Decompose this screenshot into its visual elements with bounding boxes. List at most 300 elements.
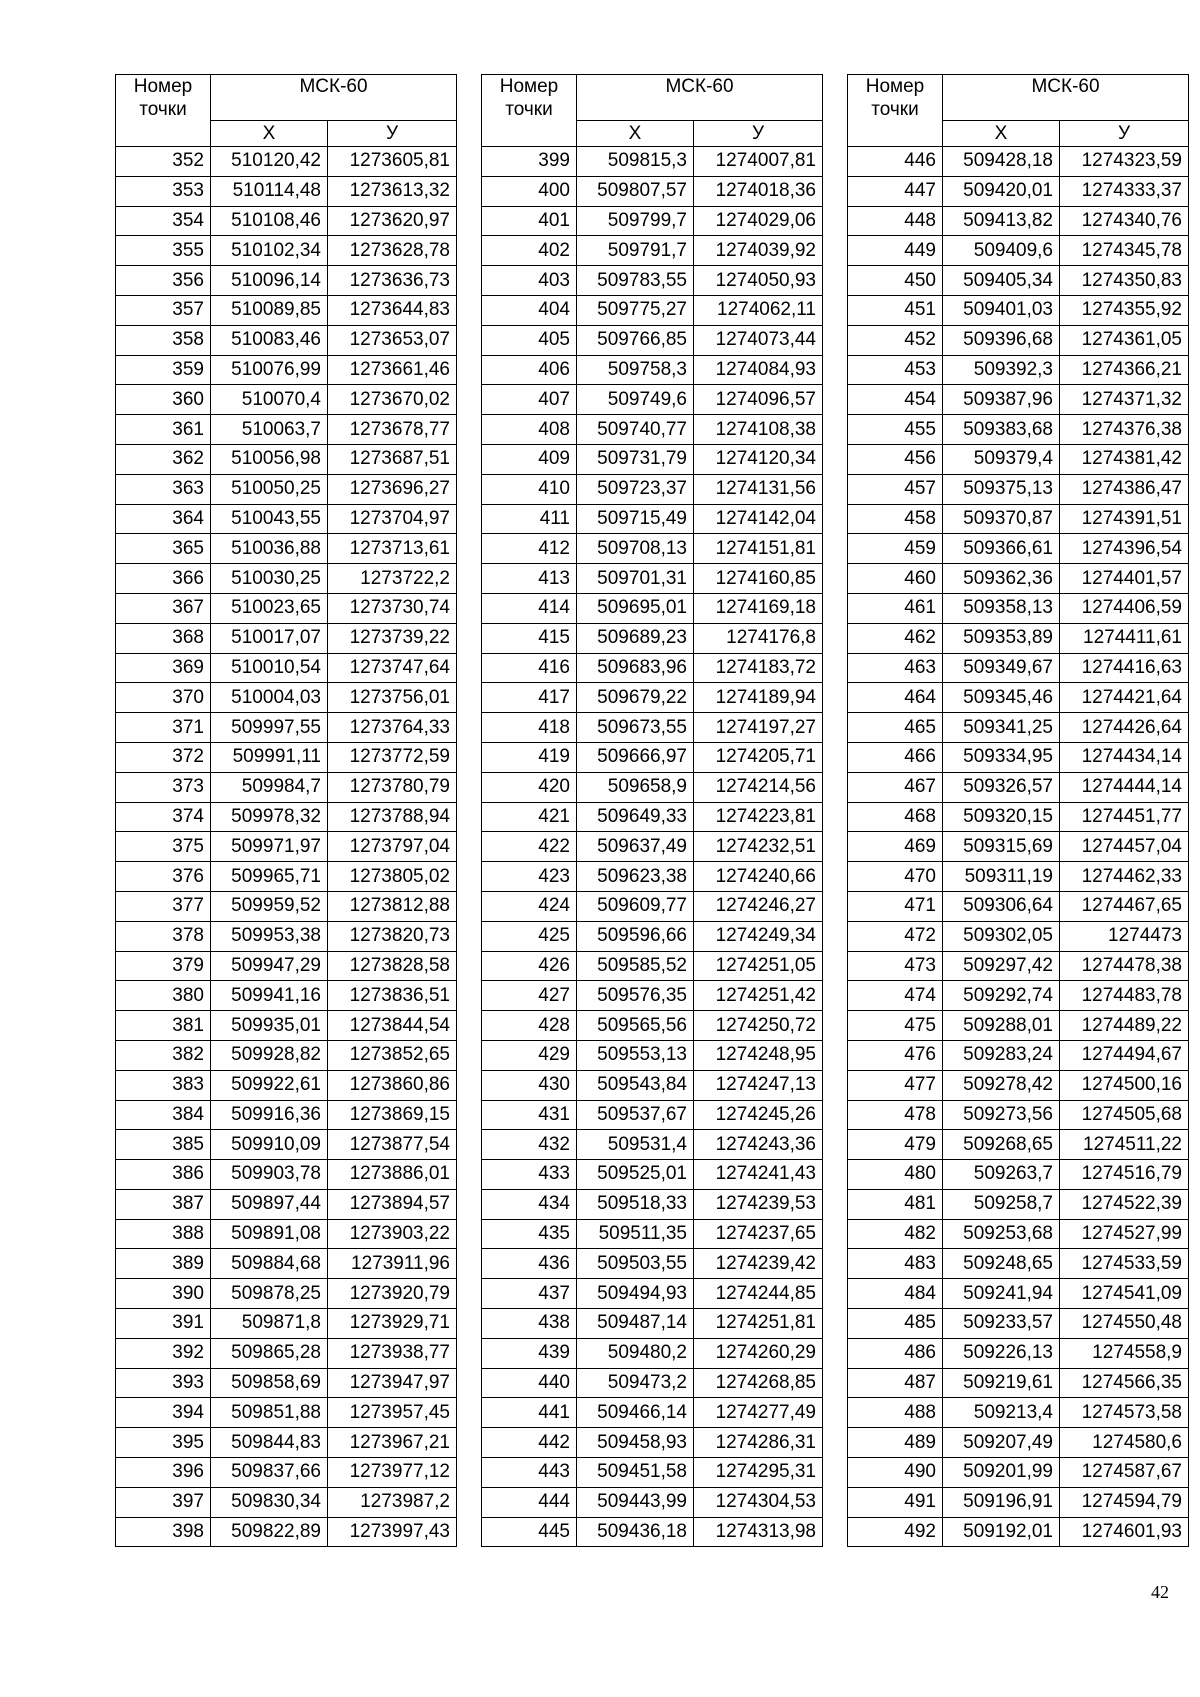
table-row [848, 772, 1189, 802]
x-coordinate-cell: 509649,33 [577, 802, 694, 832]
x-coordinate-cell: 509219,61 [943, 1368, 1060, 1398]
x-coordinate-cell: 509405,34 [943, 266, 1060, 296]
y-coordinate-cell: 1273696,27 [328, 474, 457, 504]
x-coordinate-cell: 509409,6 [943, 236, 1060, 266]
point-number-cell: 375 [116, 832, 211, 862]
x-coordinate-cell: 509320,15 [943, 802, 1060, 832]
y-coordinate-cell: 1274580,6 [1060, 1428, 1189, 1458]
y-coordinate-cell: 1274286,31 [694, 1428, 823, 1458]
point-number-cell: 357 [116, 295, 211, 325]
y-coordinate-cell: 1273938,77 [328, 1338, 457, 1368]
x-coordinate-cell: 509428,18 [943, 147, 1060, 177]
x-coordinate-cell: 510114,48 [211, 176, 328, 206]
point-number-cell: 417 [482, 683, 577, 713]
table-row [848, 981, 1189, 1011]
x-coordinate-cell: 509815,3 [577, 147, 694, 177]
point-number-cell: 391 [116, 1309, 211, 1339]
x-coordinate-cell: 509487,14 [577, 1309, 694, 1339]
table-row [848, 1517, 1189, 1547]
point-number-cell: 406 [482, 355, 577, 385]
x-column-header: Х [943, 121, 1060, 147]
table-row [482, 683, 823, 713]
x-coordinate-cell: 509503,55 [577, 1249, 694, 1279]
x-coordinate-cell: 510120,42 [211, 147, 328, 177]
x-coordinate-cell: 510063,7 [211, 415, 328, 445]
point-number-cell: 356 [116, 266, 211, 296]
y-coordinate-cell: 1274260,29 [694, 1338, 823, 1368]
table-row [116, 683, 457, 713]
y-coordinate-cell: 1274223,81 [694, 802, 823, 832]
y-coordinate-cell: 1274240,66 [694, 862, 823, 892]
point-number-cell: 373 [116, 772, 211, 802]
y-coordinate-cell: 1274062,11 [694, 295, 823, 325]
table-row [116, 921, 457, 951]
y-coordinate-cell: 1273730,74 [328, 593, 457, 623]
x-coordinate-cell: 509292,74 [943, 981, 1060, 1011]
x-coordinate-cell: 509537,67 [577, 1100, 694, 1130]
table-row [482, 1338, 823, 1368]
table-row [482, 1219, 823, 1249]
table-row [848, 1458, 1189, 1488]
y-coordinate-cell: 1274241,43 [694, 1160, 823, 1190]
y-coordinate-cell: 1273997,43 [328, 1517, 457, 1547]
y-coordinate-cell: 1273894,57 [328, 1189, 457, 1219]
table-row [848, 236, 1189, 266]
point-number-cell: 462 [848, 623, 943, 653]
y-coordinate-cell: 1274084,93 [694, 355, 823, 385]
x-coordinate-cell: 509311,19 [943, 862, 1060, 892]
point-number-cell: 405 [482, 325, 577, 355]
y-coordinate-cell: 1274462,33 [1060, 862, 1189, 892]
x-coordinate-cell: 510017,07 [211, 623, 328, 653]
point-number-cell: 475 [848, 1011, 943, 1041]
table-row [482, 891, 823, 921]
x-coordinate-cell: 509518,33 [577, 1189, 694, 1219]
table-row [116, 891, 457, 921]
table-row [116, 1249, 457, 1279]
table-row [116, 742, 457, 772]
table-row [848, 891, 1189, 921]
x-coordinate-cell: 509253,68 [943, 1219, 1060, 1249]
table-row [116, 1040, 457, 1070]
point-number-cell: 437 [482, 1279, 577, 1309]
table-row [116, 1189, 457, 1219]
x-coordinate-cell: 509941,16 [211, 981, 328, 1011]
y-coordinate-cell: 1274007,81 [694, 147, 823, 177]
point-number-cell: 402 [482, 236, 577, 266]
y-coordinate-cell: 1273670,02 [328, 385, 457, 415]
point-number-cell: 386 [116, 1160, 211, 1190]
y-coordinate-cell: 1273987,2 [328, 1487, 457, 1517]
y-coordinate-cell: 1274237,65 [694, 1219, 823, 1249]
x-coordinate-cell: 509288,01 [943, 1011, 1060, 1041]
table-row [848, 1160, 1189, 1190]
x-coordinate-cell: 510030,25 [211, 564, 328, 594]
y-coordinate-cell: 1273805,02 [328, 862, 457, 892]
point-number-cell: 489 [848, 1428, 943, 1458]
x-coordinate-cell: 509263,7 [943, 1160, 1060, 1190]
table-row [848, 1130, 1189, 1160]
table-row [116, 1368, 457, 1398]
y-coordinate-cell: 1274444,14 [1060, 772, 1189, 802]
x-coordinate-cell: 509278,42 [943, 1070, 1060, 1100]
x-coordinate-cell: 509658,9 [577, 772, 694, 802]
x-coordinate-cell: 509865,28 [211, 1338, 328, 1368]
point-number-cell: 420 [482, 772, 577, 802]
y-coordinate-cell: 1274183,72 [694, 653, 823, 683]
point-number-header: Номер точки [482, 75, 577, 147]
x-coordinate-cell: 509413,82 [943, 206, 1060, 236]
x-coordinate-cell: 509387,96 [943, 385, 1060, 415]
x-coordinate-cell: 509334,95 [943, 742, 1060, 772]
y-coordinate-cell: 1273911,96 [328, 1249, 457, 1279]
point-number-cell: 457 [848, 474, 943, 504]
table-row [848, 593, 1189, 623]
y-coordinate-cell: 1273644,83 [328, 295, 457, 325]
table-row [482, 534, 823, 564]
point-number-cell: 395 [116, 1428, 211, 1458]
x-coordinate-cell: 509953,38 [211, 921, 328, 951]
table-row [482, 593, 823, 623]
point-number-cell: 465 [848, 713, 943, 743]
table-row [116, 713, 457, 743]
point-number-cell: 367 [116, 593, 211, 623]
table-row [482, 653, 823, 683]
point-number-cell: 482 [848, 1219, 943, 1249]
x-coordinate-cell: 509965,71 [211, 862, 328, 892]
point-number-cell: 425 [482, 921, 577, 951]
y-coordinate-cell: 1273704,97 [328, 504, 457, 534]
y-coordinate-cell: 1274131,56 [694, 474, 823, 504]
point-number-header: Номер точки [116, 75, 211, 147]
y-coordinate-cell: 1274096,57 [694, 385, 823, 415]
table-row [848, 1487, 1189, 1517]
table-row [482, 1100, 823, 1130]
point-number-cell: 371 [116, 713, 211, 743]
table-row [482, 1517, 823, 1547]
table-row [116, 385, 457, 415]
table-row [482, 981, 823, 1011]
x-coordinate-cell: 509207,49 [943, 1428, 1060, 1458]
x-coordinate-cell: 509466,14 [577, 1398, 694, 1428]
x-coordinate-cell: 509947,29 [211, 951, 328, 981]
point-number-cell: 472 [848, 921, 943, 951]
point-number-cell: 442 [482, 1428, 577, 1458]
y-coordinate-cell: 1273713,61 [328, 534, 457, 564]
table-row [116, 564, 457, 594]
y-coordinate-cell: 1274350,83 [1060, 266, 1189, 296]
y-coordinate-cell: 1274018,36 [694, 176, 823, 206]
table-row [848, 1249, 1189, 1279]
table-row [116, 534, 457, 564]
point-number-cell: 362 [116, 444, 211, 474]
table-body [482, 147, 823, 1547]
y-coordinate-cell: 1273661,46 [328, 355, 457, 385]
y-coordinate-cell: 1274249,34 [694, 921, 823, 951]
x-coordinate-cell: 509928,82 [211, 1040, 328, 1070]
y-coordinate-cell: 1274050,93 [694, 266, 823, 296]
table-row [848, 1279, 1189, 1309]
x-coordinate-cell: 509401,03 [943, 295, 1060, 325]
y-coordinate-cell: 1273772,59 [328, 742, 457, 772]
point-number-cell: 477 [848, 1070, 943, 1100]
table-row [116, 1219, 457, 1249]
table-row [848, 1189, 1189, 1219]
table-row [116, 504, 457, 534]
table-row [116, 266, 457, 296]
table-row [848, 176, 1189, 206]
point-number-cell: 387 [116, 1189, 211, 1219]
x-coordinate-cell: 510096,14 [211, 266, 328, 296]
table-row [482, 415, 823, 445]
table-row [848, 1100, 1189, 1130]
point-number-cell: 379 [116, 951, 211, 981]
point-number-cell: 444 [482, 1487, 577, 1517]
point-number-cell: 366 [116, 564, 211, 594]
y-coordinate-cell: 1274566,35 [1060, 1368, 1189, 1398]
coordinate-system-header: МСК-60 [943, 75, 1189, 121]
point-number-cell: 368 [116, 623, 211, 653]
point-number-cell: 383 [116, 1070, 211, 1100]
x-coordinate-cell: 509758,3 [577, 355, 694, 385]
y-coordinate-cell: 1274239,53 [694, 1189, 823, 1219]
x-coordinate-cell: 509258,7 [943, 1189, 1060, 1219]
point-number-cell: 409 [482, 444, 577, 474]
point-number-cell: 456 [848, 444, 943, 474]
point-number-cell: 410 [482, 474, 577, 504]
point-number-cell: 432 [482, 1130, 577, 1160]
table-row [848, 713, 1189, 743]
point-number-cell: 392 [116, 1338, 211, 1368]
y-coordinate-cell: 1274355,92 [1060, 295, 1189, 325]
y-coordinate-cell: 1274120,34 [694, 444, 823, 474]
point-number-cell: 433 [482, 1160, 577, 1190]
y-coordinate-cell: 1273860,86 [328, 1070, 457, 1100]
y-coordinate-cell: 1274457,04 [1060, 832, 1189, 862]
y-coordinate-cell: 1274340,76 [1060, 206, 1189, 236]
table-row [116, 147, 457, 177]
point-number-cell: 400 [482, 176, 577, 206]
y-coordinate-cell: 1274160,85 [694, 564, 823, 594]
table-row [482, 1249, 823, 1279]
table-row [848, 474, 1189, 504]
y-coordinate-cell: 1274478,38 [1060, 951, 1189, 981]
table-row [116, 1130, 457, 1160]
coordinates-table-2 [481, 74, 823, 1547]
coordinates-table-1 [115, 74, 457, 1547]
x-coordinate-cell: 509353,89 [943, 623, 1060, 653]
x-coordinate-cell: 509807,57 [577, 176, 694, 206]
point-number-cell: 421 [482, 802, 577, 832]
point-number-cell: 446 [848, 147, 943, 177]
y-coordinate-cell: 1273929,71 [328, 1309, 457, 1339]
x-coordinate-cell: 509922,61 [211, 1070, 328, 1100]
table-row [116, 1428, 457, 1458]
x-coordinate-cell: 509436,18 [577, 1517, 694, 1547]
table-row [482, 1040, 823, 1070]
x-coordinate-cell: 509443,99 [577, 1487, 694, 1517]
point-number-cell: 469 [848, 832, 943, 862]
x-coordinate-cell: 510083,46 [211, 325, 328, 355]
table-row [116, 832, 457, 862]
point-number-cell: 479 [848, 1130, 943, 1160]
point-number-cell: 422 [482, 832, 577, 862]
point-number-cell: 394 [116, 1398, 211, 1428]
x-coordinate-cell: 509708,13 [577, 534, 694, 564]
y-coordinate-cell: 1273653,07 [328, 325, 457, 355]
table-row [848, 415, 1189, 445]
y-coordinate-cell: 1273678,77 [328, 415, 457, 445]
x-coordinate-cell: 509723,37 [577, 474, 694, 504]
point-number-cell: 467 [848, 772, 943, 802]
table-row [848, 862, 1189, 892]
x-coordinate-cell: 509997,55 [211, 713, 328, 743]
table-row [848, 742, 1189, 772]
y-coordinate-cell: 1274500,16 [1060, 1070, 1189, 1100]
table-row [848, 325, 1189, 355]
point-number-cell: 361 [116, 415, 211, 445]
table-row [482, 564, 823, 594]
x-coordinate-cell: 509326,57 [943, 772, 1060, 802]
y-coordinate-cell: 1274304,53 [694, 1487, 823, 1517]
x-coordinate-cell: 509585,52 [577, 951, 694, 981]
point-number-cell: 396 [116, 1458, 211, 1488]
y-coordinate-cell: 1274594,79 [1060, 1487, 1189, 1517]
x-coordinate-cell: 509345,46 [943, 683, 1060, 713]
table-row [482, 236, 823, 266]
table-row [482, 385, 823, 415]
point-number-cell: 484 [848, 1279, 943, 1309]
x-coordinate-cell: 509851,88 [211, 1398, 328, 1428]
y-coordinate-cell: 1274108,38 [694, 415, 823, 445]
y-coordinate-cell: 1273957,45 [328, 1398, 457, 1428]
point-number-cell: 418 [482, 713, 577, 743]
x-coordinate-cell: 509366,61 [943, 534, 1060, 564]
x-coordinate-cell: 509666,97 [577, 742, 694, 772]
table-row [116, 474, 457, 504]
table-row [848, 534, 1189, 564]
y-coordinate-cell: 1274245,26 [694, 1100, 823, 1130]
table-row [848, 295, 1189, 325]
table-row [116, 176, 457, 206]
x-coordinate-cell: 509791,7 [577, 236, 694, 266]
table-row [116, 653, 457, 683]
y-coordinate-cell: 1273886,01 [328, 1160, 457, 1190]
y-coordinate-cell: 1273869,15 [328, 1100, 457, 1130]
table-row [848, 653, 1189, 683]
y-coordinate-cell: 1274239,42 [694, 1249, 823, 1279]
x-coordinate-cell: 509396,68 [943, 325, 1060, 355]
x-coordinate-cell: 509362,36 [943, 564, 1060, 594]
point-number-cell: 434 [482, 1189, 577, 1219]
x-coordinate-cell: 509783,55 [577, 266, 694, 296]
table-row [116, 355, 457, 385]
table-row [116, 1011, 457, 1041]
x-coordinate-cell: 509576,35 [577, 981, 694, 1011]
point-number-cell: 476 [848, 1040, 943, 1070]
x-coordinate-cell: 509494,93 [577, 1279, 694, 1309]
y-coordinate-cell: 1273844,54 [328, 1011, 457, 1041]
point-number-cell: 401 [482, 206, 577, 236]
table-row [482, 1189, 823, 1219]
y-coordinate-cell: 1274039,92 [694, 236, 823, 266]
x-coordinate-cell: 509543,84 [577, 1070, 694, 1100]
y-coordinate-cell: 1274376,38 [1060, 415, 1189, 445]
point-number-cell: 440 [482, 1368, 577, 1398]
y-coordinate-cell: 1274333,37 [1060, 176, 1189, 206]
point-number-cell: 419 [482, 742, 577, 772]
x-coordinate-cell: 509971,97 [211, 832, 328, 862]
point-number-cell: 481 [848, 1189, 943, 1219]
table-row [482, 147, 823, 177]
point-number-cell: 354 [116, 206, 211, 236]
x-coordinate-cell: 509383,68 [943, 415, 1060, 445]
point-number-cell: 403 [482, 266, 577, 296]
point-number-cell: 413 [482, 564, 577, 594]
table-row [482, 1070, 823, 1100]
point-number-cell: 384 [116, 1100, 211, 1130]
y-coordinate-cell: 1274511,22 [1060, 1130, 1189, 1160]
table-row [482, 1309, 823, 1339]
point-number-cell: 352 [116, 147, 211, 177]
x-coordinate-cell: 509878,25 [211, 1279, 328, 1309]
table-row [482, 444, 823, 474]
table-row [116, 802, 457, 832]
point-number-cell: 426 [482, 951, 577, 981]
x-coordinate-cell: 509192,01 [943, 1517, 1060, 1547]
x-coordinate-cell: 509910,09 [211, 1130, 328, 1160]
y-coordinate-cell: 1274251,42 [694, 981, 823, 1011]
y-coordinate-cell: 1274243,36 [694, 1130, 823, 1160]
point-number-cell: 364 [116, 504, 211, 534]
x-coordinate-cell: 509349,67 [943, 653, 1060, 683]
table-row [848, 206, 1189, 236]
y-coordinate-cell: 1274434,14 [1060, 742, 1189, 772]
x-coordinate-cell: 510043,55 [211, 504, 328, 534]
x-coordinate-cell: 510056,98 [211, 444, 328, 474]
table-row [482, 713, 823, 743]
y-coordinate-cell: 1274251,05 [694, 951, 823, 981]
x-coordinate-cell: 509916,36 [211, 1100, 328, 1130]
y-coordinate-cell: 1274381,42 [1060, 444, 1189, 474]
point-number-cell: 451 [848, 295, 943, 325]
table-body [848, 147, 1189, 1547]
x-coordinate-cell: 509679,22 [577, 683, 694, 713]
y-coordinate-cell: 1273967,21 [328, 1428, 457, 1458]
y-coordinate-cell: 1274473 [1060, 921, 1189, 951]
y-coordinate-cell: 1274244,85 [694, 1279, 823, 1309]
x-coordinate-cell: 509341,25 [943, 713, 1060, 743]
x-coordinate-cell: 509637,49 [577, 832, 694, 862]
table-row [848, 355, 1189, 385]
table-row [848, 564, 1189, 594]
x-coordinate-cell: 510089,85 [211, 295, 328, 325]
coordinate-system-header: МСК-60 [577, 75, 823, 121]
table-row [848, 385, 1189, 415]
table-row [482, 832, 823, 862]
table-row [482, 951, 823, 981]
x-column-header: Х [211, 121, 328, 147]
point-number-cell: 399 [482, 147, 577, 177]
table-body [116, 147, 457, 1547]
point-number-cell: 431 [482, 1100, 577, 1130]
y-coordinate-cell: 1274197,27 [694, 713, 823, 743]
table-row [116, 325, 457, 355]
x-coordinate-cell: 509302,05 [943, 921, 1060, 951]
table-row [848, 832, 1189, 862]
point-number-cell: 369 [116, 653, 211, 683]
point-number-cell: 381 [116, 1011, 211, 1041]
